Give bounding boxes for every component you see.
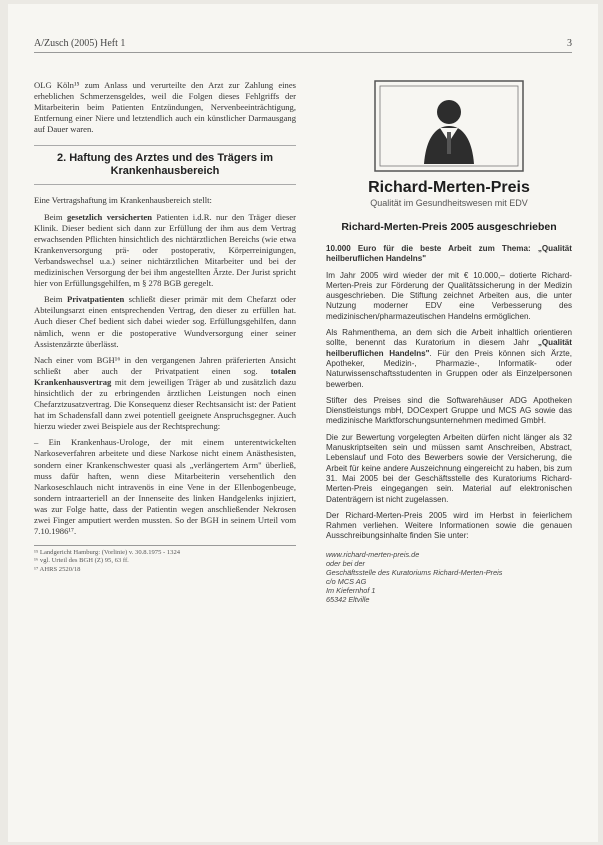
address-line: c/o MCS AG (326, 577, 367, 586)
right-column (326, 80, 572, 604)
footnote: ¹⁷ AHRS 2520/18 (34, 565, 81, 573)
address-line: Im Kiefernhof 1 (326, 586, 376, 596)
section-heading: 2. Haftung des Arztes und des Trägers im Krankenhausbereich (34, 145, 296, 185)
footnote: ¹⁵ Landgericht Hamburg: (Vorlinie) v. 30.8.1975 - 1324 (34, 549, 181, 557)
paragraph-gesetzlich: Beim gesetzlich versicherten Patienten i.d.R. nur den Träger dieser Klinik. Dieser bedient sich dann zur Erfüllung der ihm aus dem Vertrag erwachsenden Pflichten hinsichtlich des nichtärztlichen Bereichs (wie etwa Krankenversorgung prä- oder postoperativ, Körperreinigungen, Verbandswechsel u.a.) seiner nichtärztlichen Mitarbeiter und bei der medizinischen Versorgung der bei ihm angestellten Ärzte. Der Jurist spricht hier von Erfüllungsgehilfen, m § 278 BGB geregelt. (34, 211, 296, 289)
year-paragraph: Im Jahr 2005 wird wieder der mit € 10.000,– dotierte Richard-Merten-Preis zur Förderung der Qualitätssicherung in der Medizin ausgeschrieben. Die Stiftung zeichnet Arbeiten aus, die unter Nutzung moderner EDV eine Verbesserung des medizinischen/pharmazeutischen Handelns ermöglichen. (326, 270, 572, 321)
footnote: ¹⁶ vgl. Urteil des BGH (Z) 95, 63 ff. (34, 557, 129, 565)
ceremony-paragraph: Der Richard-Merten-Preis 2005 wird im Herbst in feierlichem Rahmen verliehen. Weitere Informationen sowie die genauen Ausschreibungsinhalte finden Sie unter: (326, 510, 572, 541)
page-number: 3 (567, 38, 572, 49)
paragraph-privat: Beim Privatpatienten schließt dieser primär mit dem Chefarzt oder Abteilungsarzt einen entsprechenden Vertrag, den dieser zu erfüllen hat. Auch dieser Chef bedient sich dabei wieder sog. Erfüllungsgehilfen, dann nämlich, wenn er die postoperative Wundversorgung einer seiner Assistenzärzte überlässt. (34, 294, 296, 349)
bold-term: totalen Krankenhausvertrag (34, 365, 296, 387)
contact-address (326, 550, 572, 605)
address-line: 65342 Eltville (326, 595, 370, 605)
rules-paragraph: Die zur Bewertung vorgelegten Arbeiten dürfen nicht länger als 32 Manuskriptseiten sein und müssen samt Anschreiben, Abstract, Lebenslauf und Foto des Bewerbers sowie der Versicherung, die Arbeit für keine andere Auszeichnung eingereicht zu haben, bis zum 31. Mai 2005 bei der Geschäftsstelle des Kuratoriums Richard-Merten-Preis eingegangen sein. Material auf elektronischen Datenträgern ist nicht zugelassen. (326, 432, 572, 504)
brand-tagline: Qualität im Gesundheitswesen mit EDV (370, 198, 528, 208)
footnotes (34, 545, 296, 574)
richard-merten-logo (374, 80, 524, 172)
left-column (34, 80, 296, 574)
sponsor-paragraph: Stifter des Preises sind die Softwarehäuser ADG Apotheken Dienstleistungs mbH, DOCexpert Gruppe und MCS AG sowie das medizinische Marktforschungsunternehmen medimed GmbH. (326, 395, 572, 426)
website-link[interactable]: www.richard-merten-preis.de (326, 549, 420, 559)
announcement-heading: Richard-Merten-Preis 2005 ausgeschrieben (341, 221, 557, 233)
brand-title: Richard-Merten-Preis (368, 179, 530, 196)
paragraph-urologe: – Ein Krankenhaus-Urologe, der mit einem unterentwickelten Narkoseverfahren arbeitete und diese Narkose nicht einem Anästhesisten, sondern einer Krankenschwester quasi als „verlängertem Arm" überließ, muss dafür haften, wenn diese Mitarbeiterin versehentlich den Narkoseschlauch nicht intravenös in eine Vene in der Ellenbogenbeuge, sondern intraarteriell an der Innenseite des linken Handgelenks injiziert, was zur Folge hatte, dass der Patientin wegen anschließender Nekrosen zwei Finger amputiert werden mussten. So der BGH in seinem Urteil vom 7.10.1986¹⁷. (34, 437, 296, 537)
theme-paragraph: Als Rahmenthema, an dem sich die Arbeit inhaltlich orientieren sollte, benennt das Kuratorium in diesem Jahr „Qualität heilberuflichen Handelns". Für den Preis können sich Ärzte, Apotheker, Medizin-, Pharmazie-, Informatik- oder Naturwissenschaftsstudenten in Gruppen oder als Einzelpersonen bewerben. (326, 328, 572, 389)
address-line: Geschäftsstelle des Kuratoriums Richard-Merten-Preis (326, 567, 503, 577)
logo-icon (374, 80, 524, 172)
bold-term: gesetzlich versicherten (67, 211, 153, 222)
paragraph-olg: OLG Köln¹⁵ zum Anlass und verurteilte den Arzt zur Zahlung eines erheblichen Schmerzensgeldes, weil die Folgen dieses Fehlgriffs der Mitarbeiterin beim Patienten Entzündungen, Nervenbeeinträchtigung, Entfernung einer Niere und letztendlich auch ein künstlicher Darmausgang auf Dauer waren. (34, 80, 296, 135)
bold-term: Privatpatienten (66, 294, 125, 305)
journal-title: A/Zusch (2005) Heft 1 (34, 38, 126, 49)
paragraph-bgh: Nach einer vom BGH¹⁶ in den vergangenen Jahren präferierten Ansicht schließt aber auch der Privatpatient einen sog. totalen Krankenhausvertrag mit dem jeweiligen Träger ab und zusätzlich dazu hinsichtlich der zu erbringenden ärztlichen Leistungen noch einen Chefarztzusatzvertrag. Die Konsequenz dieser Rechtsansicht ist: der Patient hat im Schadensfall dann zwei potentiell geeignete Anspruchsgegner. Auch hierzu wieder zwei Beispiele aus der Rechtsprechung: (34, 354, 296, 432)
running-header (34, 38, 572, 53)
address-line: oder bei der (326, 558, 365, 568)
prize-paragraph: 10.000 Euro für die beste Arbeit zum Thema: „Qualität heilberuflichen Handelns" (326, 244, 572, 264)
intro-line: Eine Vertragshaftung im Krankenhausbereich stellt: (34, 195, 212, 206)
document-page (8, 4, 598, 842)
